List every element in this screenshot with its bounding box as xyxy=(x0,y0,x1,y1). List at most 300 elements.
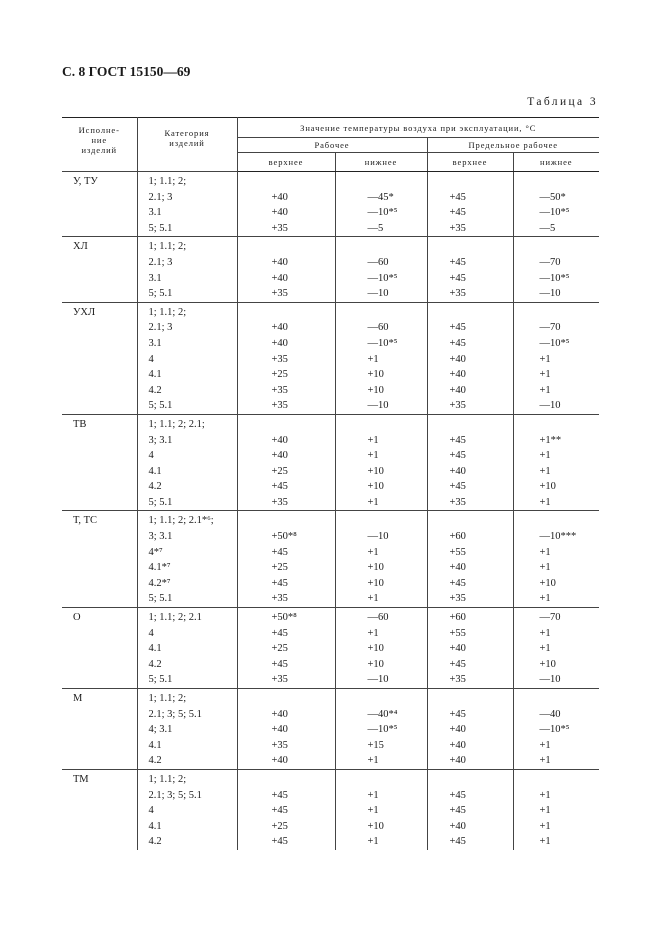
limit-lower-cell: +1 xyxy=(513,448,599,464)
group-name-empty xyxy=(62,738,137,754)
category-cell: 2.1; 3 xyxy=(137,255,237,271)
table-row xyxy=(62,495,599,511)
work-upper-cell xyxy=(237,689,335,707)
category-cell: 4 xyxy=(137,448,237,464)
table-row xyxy=(62,753,599,769)
work-lower-cell: +10 xyxy=(335,560,427,576)
work-lower-cell xyxy=(335,769,427,787)
category-cell: 5; 5.1 xyxy=(137,221,237,237)
group-name-empty xyxy=(62,788,137,804)
limit-lower-cell: +1 xyxy=(513,753,599,769)
limit-lower-cell: —70 xyxy=(513,608,599,626)
limit-lower-cell: +1 xyxy=(513,803,599,819)
limit-lower-cell: —10*⁵ xyxy=(513,336,599,352)
group-name: ТВ xyxy=(62,414,137,432)
group-name: Т, ТС xyxy=(62,511,137,529)
limit-lower-cell: —70 xyxy=(513,320,599,336)
limit-lower-cell: +1 xyxy=(513,352,599,368)
work-upper-cell: +50*⁸ xyxy=(237,608,335,626)
work-upper-cell: +45 xyxy=(237,576,335,592)
group-name: ХЛ xyxy=(62,237,137,255)
group-name-empty xyxy=(62,383,137,399)
category-cell: 4*⁷ xyxy=(137,545,237,561)
category-cell: 1; 1.1; 2; xyxy=(137,769,237,787)
limit-lower-cell: —10*⁵ xyxy=(513,205,599,221)
header-temperature-group: Значение температуры воздуха при эксплуатации, °С xyxy=(237,118,599,138)
work-lower-cell: +10 xyxy=(335,383,427,399)
work-lower-cell xyxy=(335,414,427,432)
limit-upper-cell: +45 xyxy=(427,433,513,449)
limit-upper-cell: +45 xyxy=(427,448,513,464)
category-cell: 4.1 xyxy=(137,641,237,657)
limit-lower-cell: +10 xyxy=(513,576,599,592)
limit-lower-cell: —10 xyxy=(513,398,599,414)
table-row xyxy=(62,448,599,464)
work-upper-cell xyxy=(237,414,335,432)
table-row xyxy=(62,336,599,352)
work-upper-cell xyxy=(237,302,335,320)
table-row xyxy=(62,205,599,221)
work-lower-cell: +1 xyxy=(335,626,427,642)
temperature-table xyxy=(62,117,599,850)
limit-upper-cell: +45 xyxy=(427,336,513,352)
limit-lower-cell xyxy=(513,302,599,320)
limit-upper-cell: +35 xyxy=(427,286,513,302)
category-cell: 2.1; 3; 5; 5.1 xyxy=(137,707,237,723)
group-name: О xyxy=(62,608,137,626)
work-upper-cell: +40 xyxy=(237,320,335,336)
limit-upper-cell: +40 xyxy=(427,383,513,399)
limit-lower-cell: —10*** xyxy=(513,529,599,545)
group-name-empty xyxy=(62,479,137,495)
limit-upper-cell: +40 xyxy=(427,352,513,368)
category-cell: 1; 1.1; 2; 2.1*⁶; xyxy=(137,511,237,529)
category-cell: 2.1; 3 xyxy=(137,320,237,336)
category-cell: 4.2 xyxy=(137,753,237,769)
work-upper-cell: +40 xyxy=(237,433,335,449)
work-upper-cell: +40 xyxy=(237,205,335,221)
group-name-empty xyxy=(62,753,137,769)
table-row xyxy=(62,414,599,432)
work-upper-cell: +40 xyxy=(237,190,335,206)
limit-upper-cell: +40 xyxy=(427,722,513,738)
limit-upper-cell: +35 xyxy=(427,221,513,237)
limit-upper-cell: +45 xyxy=(427,803,513,819)
work-upper-cell: +35 xyxy=(237,352,335,368)
group-name-empty xyxy=(62,271,137,287)
work-lower-cell: +10 xyxy=(335,479,427,495)
work-upper-cell: +45 xyxy=(237,479,335,495)
work-lower-cell: —5 xyxy=(335,221,427,237)
limit-lower-cell: —50* xyxy=(513,190,599,206)
work-lower-cell: +1 xyxy=(335,753,427,769)
work-upper-cell: +35 xyxy=(237,738,335,754)
table-row xyxy=(62,479,599,495)
limit-upper-cell: +60 xyxy=(427,529,513,545)
work-upper-cell: +40 xyxy=(237,722,335,738)
limit-upper-cell: +45 xyxy=(427,479,513,495)
work-lower-cell: +10 xyxy=(335,367,427,383)
work-upper-cell xyxy=(237,237,335,255)
category-cell: 4.2 xyxy=(137,383,237,399)
work-lower-cell: —10 xyxy=(335,286,427,302)
limit-upper-cell xyxy=(427,689,513,707)
table-row xyxy=(62,190,599,206)
work-lower-cell: —10 xyxy=(335,398,427,414)
work-upper-cell: +40 xyxy=(237,271,335,287)
work-lower-cell: +1 xyxy=(335,433,427,449)
group-name-empty xyxy=(62,803,137,819)
limit-upper-cell: +40 xyxy=(427,560,513,576)
category-cell: 4.1 xyxy=(137,464,237,480)
table-label: Таблица 3 xyxy=(527,96,598,108)
table-row xyxy=(62,352,599,368)
limit-upper-cell xyxy=(427,237,513,255)
limit-upper-cell: +35 xyxy=(427,495,513,511)
table-row xyxy=(62,626,599,642)
work-upper-cell: +45 xyxy=(237,657,335,673)
work-lower-cell: —10*⁵ xyxy=(335,205,427,221)
limit-upper-cell: +35 xyxy=(427,591,513,607)
limit-upper-cell xyxy=(427,414,513,432)
limit-lower-cell xyxy=(513,769,599,787)
group-name-empty xyxy=(62,367,137,383)
category-cell: 4; 3.1 xyxy=(137,722,237,738)
header-predelnoe: Предельное рабочее xyxy=(427,138,599,153)
limit-upper-cell: +55 xyxy=(427,626,513,642)
limit-lower-cell: +1 xyxy=(513,464,599,480)
table-row xyxy=(62,172,599,190)
header-ispolnenie: Исполне- ние изделий xyxy=(62,118,137,172)
group-name-empty xyxy=(62,221,137,237)
category-cell: 4.1*⁷ xyxy=(137,560,237,576)
work-lower-cell: +1 xyxy=(335,591,427,607)
table-row xyxy=(62,286,599,302)
work-lower-cell xyxy=(335,511,427,529)
work-lower-cell: —60 xyxy=(335,608,427,626)
limit-lower-cell: +1** xyxy=(513,433,599,449)
work-lower-cell: —10*⁵ xyxy=(335,271,427,287)
group-name-empty xyxy=(62,205,137,221)
limit-lower-cell: +10 xyxy=(513,479,599,495)
work-upper-cell: +40 xyxy=(237,255,335,271)
work-lower-cell: +15 xyxy=(335,738,427,754)
limit-lower-cell: —10 xyxy=(513,672,599,688)
table-row xyxy=(62,707,599,723)
limit-lower-cell: +1 xyxy=(513,641,599,657)
group-name-empty xyxy=(62,672,137,688)
limit-upper-cell xyxy=(427,302,513,320)
group-name: ТМ xyxy=(62,769,137,787)
work-lower-cell: +10 xyxy=(335,819,427,835)
group-name-empty xyxy=(62,464,137,480)
limit-lower-cell: +1 xyxy=(513,834,599,850)
work-lower-cell: —45* xyxy=(335,190,427,206)
limit-upper-cell: +35 xyxy=(427,398,513,414)
table-row xyxy=(62,819,599,835)
table-row xyxy=(62,591,599,607)
category-cell: 1; 1.1; 2; xyxy=(137,689,237,707)
limit-upper-cell: +45 xyxy=(427,834,513,850)
table-row xyxy=(62,672,599,688)
category-cell: 5; 5.1 xyxy=(137,398,237,414)
category-cell: 1; 1.1; 2; xyxy=(137,302,237,320)
limit-lower-cell: +1 xyxy=(513,383,599,399)
limit-upper-cell xyxy=(427,172,513,190)
category-cell: 1; 1.1; 2; xyxy=(137,172,237,190)
category-cell: 4 xyxy=(137,352,237,368)
work-lower-cell xyxy=(335,302,427,320)
limit-lower-cell: +1 xyxy=(513,367,599,383)
table-row xyxy=(62,271,599,287)
work-upper-cell: +50*⁸ xyxy=(237,529,335,545)
limit-upper-cell: +45 xyxy=(427,576,513,592)
category-cell: 3.1 xyxy=(137,205,237,221)
category-cell: 5; 5.1 xyxy=(137,672,237,688)
category-cell: 1; 1.1; 2; xyxy=(137,237,237,255)
work-upper-cell xyxy=(237,172,335,190)
table-row xyxy=(62,722,599,738)
limit-upper-cell: +45 xyxy=(427,788,513,804)
limit-upper-cell: +40 xyxy=(427,464,513,480)
category-cell: 1; 1.1; 2; 2.1 xyxy=(137,608,237,626)
group-name-empty xyxy=(62,286,137,302)
table-row xyxy=(62,529,599,545)
group-name-empty xyxy=(62,626,137,642)
table-row xyxy=(62,433,599,449)
limit-upper-cell: +45 xyxy=(427,190,513,206)
work-upper-cell: +40 xyxy=(237,753,335,769)
group-name-empty xyxy=(62,433,137,449)
limit-lower-cell: +1 xyxy=(513,591,599,607)
work-upper-cell: +35 xyxy=(237,383,335,399)
work-lower-cell: +1 xyxy=(335,803,427,819)
limit-lower-cell: —70 xyxy=(513,255,599,271)
limit-lower-cell: —10*⁵ xyxy=(513,271,599,287)
work-lower-cell: —10 xyxy=(335,529,427,545)
work-upper-cell: +35 xyxy=(237,221,335,237)
work-lower-cell: —60 xyxy=(335,255,427,271)
group-name-empty xyxy=(62,495,137,511)
table-row xyxy=(62,398,599,414)
limit-upper-cell: +40 xyxy=(427,641,513,657)
table-row xyxy=(62,657,599,673)
group-name: М xyxy=(62,689,137,707)
table-row xyxy=(62,788,599,804)
table-body xyxy=(62,172,599,850)
category-cell: 4.2 xyxy=(137,657,237,673)
work-upper-cell: +45 xyxy=(237,788,335,804)
category-cell: 3.1 xyxy=(137,336,237,352)
group-name-empty xyxy=(62,641,137,657)
limit-lower-cell: +1 xyxy=(513,545,599,561)
category-cell: 2.1; 3 xyxy=(137,190,237,206)
work-lower-cell: +1 xyxy=(335,788,427,804)
group-name-empty xyxy=(62,545,137,561)
limit-upper-cell: +40 xyxy=(427,819,513,835)
group-name-empty xyxy=(62,576,137,592)
work-upper-cell xyxy=(237,769,335,787)
limit-lower-cell: +1 xyxy=(513,819,599,835)
table-row xyxy=(62,769,599,787)
limit-lower-cell xyxy=(513,511,599,529)
category-cell: 4.1 xyxy=(137,738,237,754)
work-upper-cell: +35 xyxy=(237,591,335,607)
category-cell: 4.2*⁷ xyxy=(137,576,237,592)
limit-lower-cell xyxy=(513,237,599,255)
group-name-empty xyxy=(62,657,137,673)
work-lower-cell: +1 xyxy=(335,448,427,464)
limit-lower-cell xyxy=(513,689,599,707)
table-row xyxy=(62,464,599,480)
limit-lower-cell: —10*⁵ xyxy=(513,722,599,738)
limit-upper-cell: +45 xyxy=(427,320,513,336)
work-upper-cell: +45 xyxy=(237,626,335,642)
table-row xyxy=(62,302,599,320)
table-row xyxy=(62,738,599,754)
limit-lower-cell: —40 xyxy=(513,707,599,723)
limit-upper-cell xyxy=(427,511,513,529)
work-upper-cell: +35 xyxy=(237,398,335,414)
group-name-empty xyxy=(62,834,137,850)
work-upper-cell: +40 xyxy=(237,448,335,464)
table-row xyxy=(62,221,599,237)
work-upper-cell: +45 xyxy=(237,803,335,819)
work-lower-cell: +10 xyxy=(335,641,427,657)
table-row xyxy=(62,320,599,336)
table-row xyxy=(62,383,599,399)
group-name: У, ТУ xyxy=(62,172,137,190)
work-lower-cell: —10 xyxy=(335,672,427,688)
work-upper-cell: +25 xyxy=(237,367,335,383)
work-lower-cell: +1 xyxy=(335,352,427,368)
work-lower-cell: +10 xyxy=(335,657,427,673)
work-upper-cell: +25 xyxy=(237,560,335,576)
category-cell: 3.1 xyxy=(137,271,237,287)
limit-lower-cell: —5 xyxy=(513,221,599,237)
work-lower-cell: +10 xyxy=(335,464,427,480)
work-upper-cell: +45 xyxy=(237,834,335,850)
work-lower-cell: —40*⁴ xyxy=(335,707,427,723)
table-row xyxy=(62,608,599,626)
limit-lower-cell: +10 xyxy=(513,657,599,673)
table-row xyxy=(62,641,599,657)
header-nizhnee-limit: нижнее xyxy=(513,153,599,172)
limit-upper-cell: +45 xyxy=(427,205,513,221)
limit-lower-cell: +1 xyxy=(513,560,599,576)
limit-lower-cell: +1 xyxy=(513,738,599,754)
table-row xyxy=(62,689,599,707)
header-verkhnee-limit: верхнее xyxy=(427,153,513,172)
category-cell: 4.2 xyxy=(137,834,237,850)
category-cell: 5; 5.1 xyxy=(137,495,237,511)
category-cell: 3; 3.1 xyxy=(137,433,237,449)
work-upper-cell: +45 xyxy=(237,545,335,561)
table-row xyxy=(62,576,599,592)
group-name-empty xyxy=(62,320,137,336)
table-row xyxy=(62,803,599,819)
work-lower-cell: +1 xyxy=(335,495,427,511)
category-cell: 4.1 xyxy=(137,819,237,835)
group-name-empty xyxy=(62,529,137,545)
category-cell: 3; 3.1 xyxy=(137,529,237,545)
limit-lower-cell: +1 xyxy=(513,495,599,511)
table-row xyxy=(62,255,599,271)
work-upper-cell: +35 xyxy=(237,495,335,511)
group-name-empty xyxy=(62,190,137,206)
work-lower-cell: —10*⁵ xyxy=(335,722,427,738)
category-cell: 2.1; 3; 5; 5.1 xyxy=(137,788,237,804)
limit-upper-cell xyxy=(427,769,513,787)
work-lower-cell: —60 xyxy=(335,320,427,336)
limit-lower-cell: +1 xyxy=(513,626,599,642)
work-upper-cell: +25 xyxy=(237,641,335,657)
limit-upper-cell: +55 xyxy=(427,545,513,561)
work-upper-cell: +35 xyxy=(237,286,335,302)
category-cell: 4 xyxy=(137,803,237,819)
limit-lower-cell: +1 xyxy=(513,788,599,804)
table-row xyxy=(62,367,599,383)
category-cell: 4.1 xyxy=(137,367,237,383)
work-upper-cell xyxy=(237,511,335,529)
work-lower-cell xyxy=(335,689,427,707)
category-cell: 4 xyxy=(137,626,237,642)
header-rabochee: Рабочее xyxy=(237,138,427,153)
table-row xyxy=(62,511,599,529)
table-row xyxy=(62,560,599,576)
work-lower-cell: +1 xyxy=(335,545,427,561)
limit-upper-cell: +40 xyxy=(427,367,513,383)
header-kategoriya: Категория изделий xyxy=(137,118,237,172)
work-lower-cell: —10*⁵ xyxy=(335,336,427,352)
limit-upper-cell: +45 xyxy=(427,707,513,723)
group-name-empty xyxy=(62,255,137,271)
limit-upper-cell: +35 xyxy=(427,672,513,688)
limit-upper-cell: +45 xyxy=(427,271,513,287)
header-nizhnee-work: нижнее xyxy=(335,153,427,172)
group-name-empty xyxy=(62,722,137,738)
work-lower-cell xyxy=(335,237,427,255)
work-lower-cell: +10 xyxy=(335,576,427,592)
category-cell: 4.2 xyxy=(137,479,237,495)
table-row xyxy=(62,834,599,850)
limit-lower-cell: —10 xyxy=(513,286,599,302)
group-name-empty xyxy=(62,819,137,835)
limit-upper-cell: +40 xyxy=(427,738,513,754)
group-name-empty xyxy=(62,352,137,368)
group-name-empty xyxy=(62,707,137,723)
page-header: С. 8 ГОСТ 15150—69 xyxy=(62,64,191,79)
group-name-empty xyxy=(62,336,137,352)
limit-upper-cell: +60 xyxy=(427,608,513,626)
work-upper-cell: +40 xyxy=(237,336,335,352)
work-lower-cell: +1 xyxy=(335,834,427,850)
work-upper-cell: +40 xyxy=(237,707,335,723)
limit-lower-cell xyxy=(513,172,599,190)
category-cell: 1; 1.1; 2; 2.1; xyxy=(137,414,237,432)
limit-upper-cell: +45 xyxy=(427,255,513,271)
group-name-empty xyxy=(62,398,137,414)
limit-lower-cell xyxy=(513,414,599,432)
limit-upper-cell: +45 xyxy=(427,657,513,673)
group-name: УХЛ xyxy=(62,302,137,320)
work-upper-cell: +25 xyxy=(237,464,335,480)
header-verkhnee-work: верхнее xyxy=(237,153,335,172)
work-upper-cell: +25 xyxy=(237,819,335,835)
work-upper-cell: +35 xyxy=(237,672,335,688)
category-cell: 5; 5.1 xyxy=(137,591,237,607)
group-name-empty xyxy=(62,448,137,464)
